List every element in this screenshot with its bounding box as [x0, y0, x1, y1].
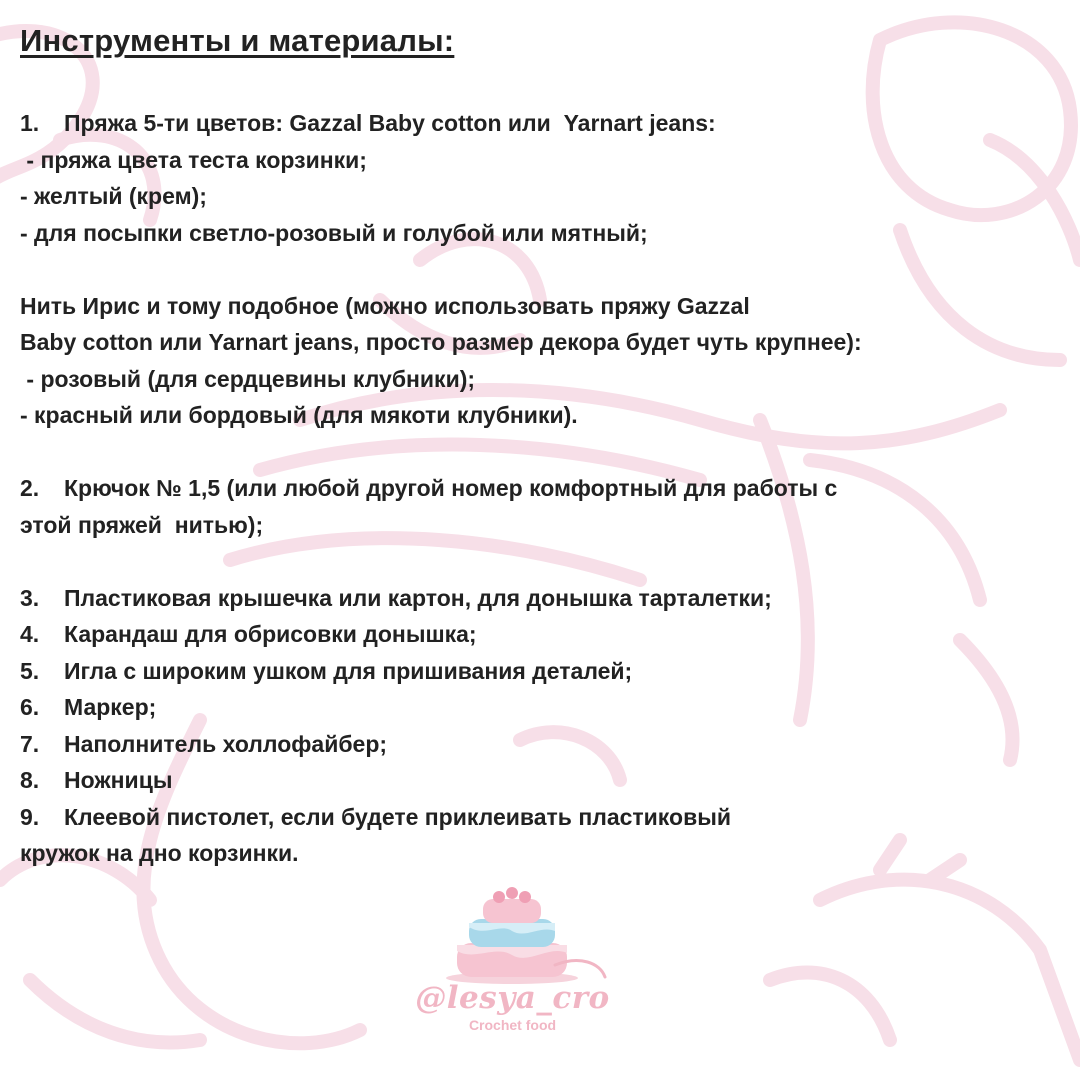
list-item-7	[20, 726, 1070, 763]
list-item-6	[20, 689, 1070, 726]
document-body	[20, 22, 1070, 872]
list-item-4	[20, 616, 1070, 653]
item-text: Пряжа 5-ти цветов: Gazzal Baby cotton или Yarnart jeans:	[64, 110, 716, 137]
logo-subtitle: Crochet food	[468, 1017, 557, 1033]
list-item-5	[20, 653, 1070, 690]
item-number: 3.	[20, 584, 40, 611]
item-text: Клеевой пистолет, если будете приклеивать пластиковый	[64, 803, 731, 830]
list-item-9-continuation: кружок на дно корзинки.	[20, 840, 299, 867]
paragraph-thread-line-2: Baby cotton или Yarnart jeans, просто размер декора будет чуть крупнее):	[20, 329, 862, 356]
item-number: 1.	[20, 110, 40, 137]
sub-item-yellow: - желтый (крем);	[20, 183, 207, 210]
list-item-8	[20, 762, 1070, 799]
item-text: Крючок № 1,5 (или любой другой номер комфортный для работы с	[64, 475, 838, 502]
logo-handle: @lesya_cro	[415, 980, 610, 1016]
item-number: 8.	[20, 767, 40, 794]
paragraph-thread-line-1: Нить Ирис и тому подобное (можно использовать пряжу Gazzal	[20, 292, 750, 319]
brand-logo	[405, 885, 620, 1035]
sub-item-dough-yarn: - пряжа цвета теста корзинки;	[20, 146, 367, 173]
item-text: Маркер;	[64, 694, 157, 721]
item-number: 6.	[20, 694, 40, 721]
list-item-2-continuation: этой пряжей нитью);	[20, 511, 264, 538]
list-item-2	[20, 470, 1070, 507]
item-number: 9.	[20, 803, 40, 830]
item-number: 5.	[20, 657, 40, 684]
item-text: Игла с широким ушком для пришивания деталей;	[64, 657, 633, 684]
list-item-3	[20, 580, 1070, 617]
item-text: Наполнитель холлофайбер;	[64, 730, 388, 757]
item-text: Карандаш для обрисовки донышка;	[64, 621, 477, 648]
page-title: Инструменты и материалы:	[20, 23, 455, 58]
item-text: Пластиковая крышечка или картон, для донышка тарталетки;	[64, 584, 772, 611]
item-number: 2.	[20, 475, 40, 502]
item-number: 4.	[20, 621, 40, 648]
item-number: 7.	[20, 730, 40, 757]
list-item-9	[20, 799, 1070, 836]
item-text: Ножницы	[64, 767, 173, 794]
list-item-1	[20, 105, 1070, 142]
sub-item-pink: - розовый (для сердцевины клубники);	[20, 365, 476, 392]
cake-logo-icon	[405, 885, 620, 985]
sub-item-sprinkles: - для посыпки светло-розовый и голубой или мятный;	[20, 219, 648, 246]
sub-item-red: - красный или бордовый (для мякоти клубники).	[20, 402, 578, 429]
